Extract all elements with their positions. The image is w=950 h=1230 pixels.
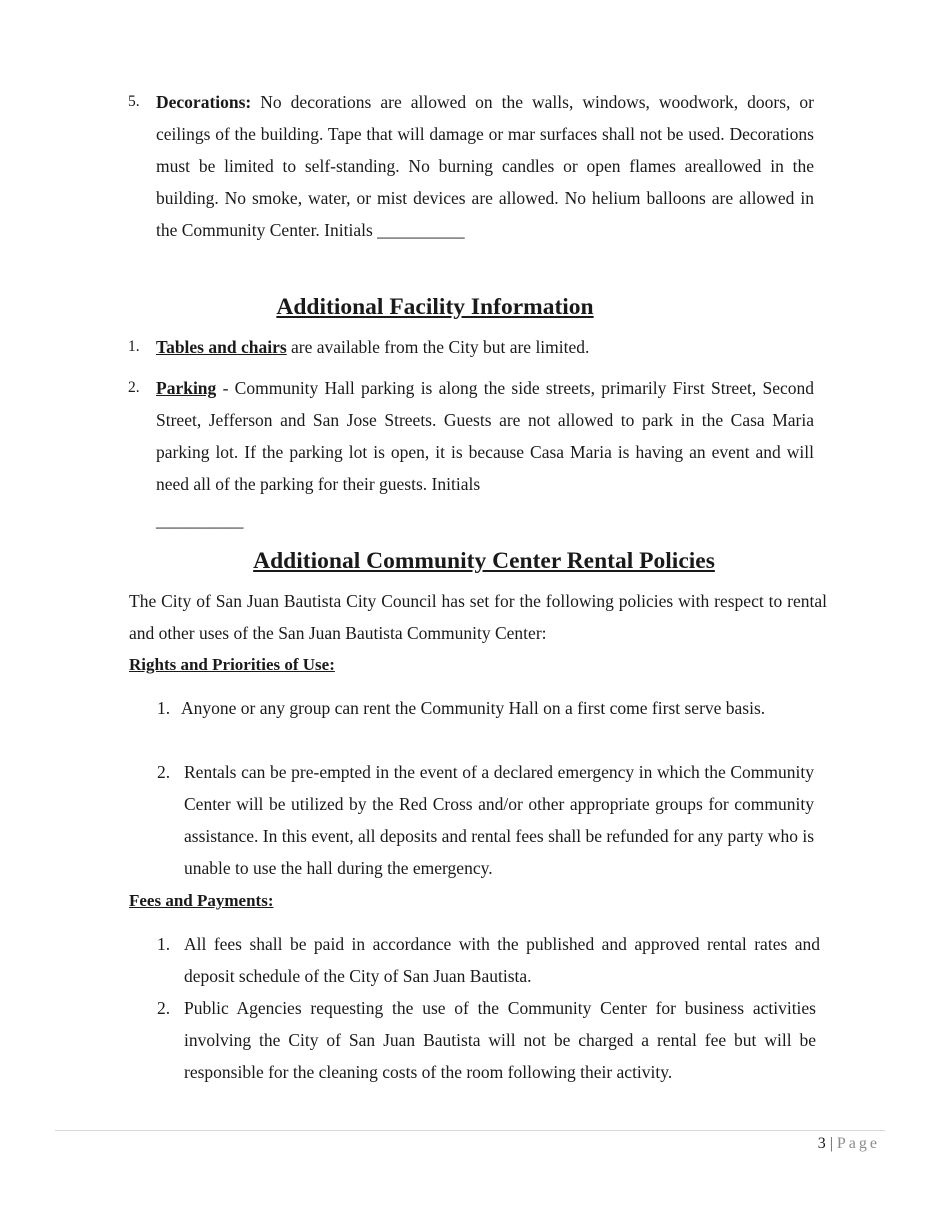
list-number: 1. xyxy=(157,698,171,718)
rights-item-1: Anyone or any group can rent the Community Hall on a first come first serve basis. xyxy=(181,698,766,718)
list-number: 2. xyxy=(157,762,171,782)
parking-label: Parking xyxy=(156,378,217,398)
list-number: 1. xyxy=(128,338,140,355)
tables-chairs-label: Tables and chairs xyxy=(156,337,287,357)
decorations-label: Decorations: xyxy=(156,92,252,112)
policies-heading: Additional Community Center Rental Policies xyxy=(253,548,715,574)
list-number: 2. xyxy=(157,998,171,1018)
rights-item-2: Rentals can be pre-empted in the event of a declared emergency in which the Community Center will be utilized by the Red Cross and/or other appropriate groups for community assistance. In this event, all deposits and rental fees shall be refunded for any party who is unable to use the hall during the emergency. xyxy=(184,762,814,878)
page-number: 3 xyxy=(817,1135,826,1152)
tables-chairs-item xyxy=(156,331,814,363)
facility-heading: Additional Facility Information xyxy=(276,294,594,320)
parking-text: - Community Hall parking is along the side streets, primarily First Street, Second Street, Jefferson and San Jose Streets. Guests are not allowed to park in the Casa Maria parking lot. If the parking lot is open, it is because Casa Maria is having an event and will need all of the parking for their guests. Initials xyxy=(156,378,814,494)
fees-item-1: All fees shall be paid in accordance with the published and approved rental rates and deposit schedule of the City of San Juan Bautista. xyxy=(184,934,820,986)
tables-chairs-text: are available from the City but are limited. xyxy=(286,337,590,357)
policies-intro: The City of San Juan Bautista City Council has set for the following policies with respect to rental and other uses of the San Juan Bautista Community Center: xyxy=(129,591,827,643)
parking-item xyxy=(156,372,814,500)
parking-initials-blank: __________ xyxy=(156,510,244,530)
decorations-paragraph xyxy=(156,86,814,246)
footer-separator: | xyxy=(829,1135,833,1152)
page-label: Page xyxy=(836,1135,880,1152)
footer-divider xyxy=(55,1130,885,1131)
page-footer xyxy=(818,1132,880,1156)
decorations-text: No decorations are allowed on the walls, windows, woodwork, doors, or ceilings of the building. Tape that will damage or mar surfaces shall not be used. Decorations must be limited to self-standing. No burning candles or open flames areallowed in the building. No smoke, water, or mist devices are allowed. No helium balloons are allowed in the Community Center. Initials __________ xyxy=(156,92,814,240)
fees-item-2: Public Agencies requesting the use of the Community Center for business activities involving the City of San Juan Bautista will not be charged a rental fee but will be responsible for the cleaning costs of the room following their activity. xyxy=(184,998,816,1082)
list-number: 1. xyxy=(157,934,171,954)
list-number: 5. xyxy=(128,93,140,110)
list-number: 2. xyxy=(128,379,140,396)
rights-subheading: Rights and Priorities of Use: xyxy=(129,655,335,674)
fees-subheading: Fees and Payments: xyxy=(129,891,274,910)
